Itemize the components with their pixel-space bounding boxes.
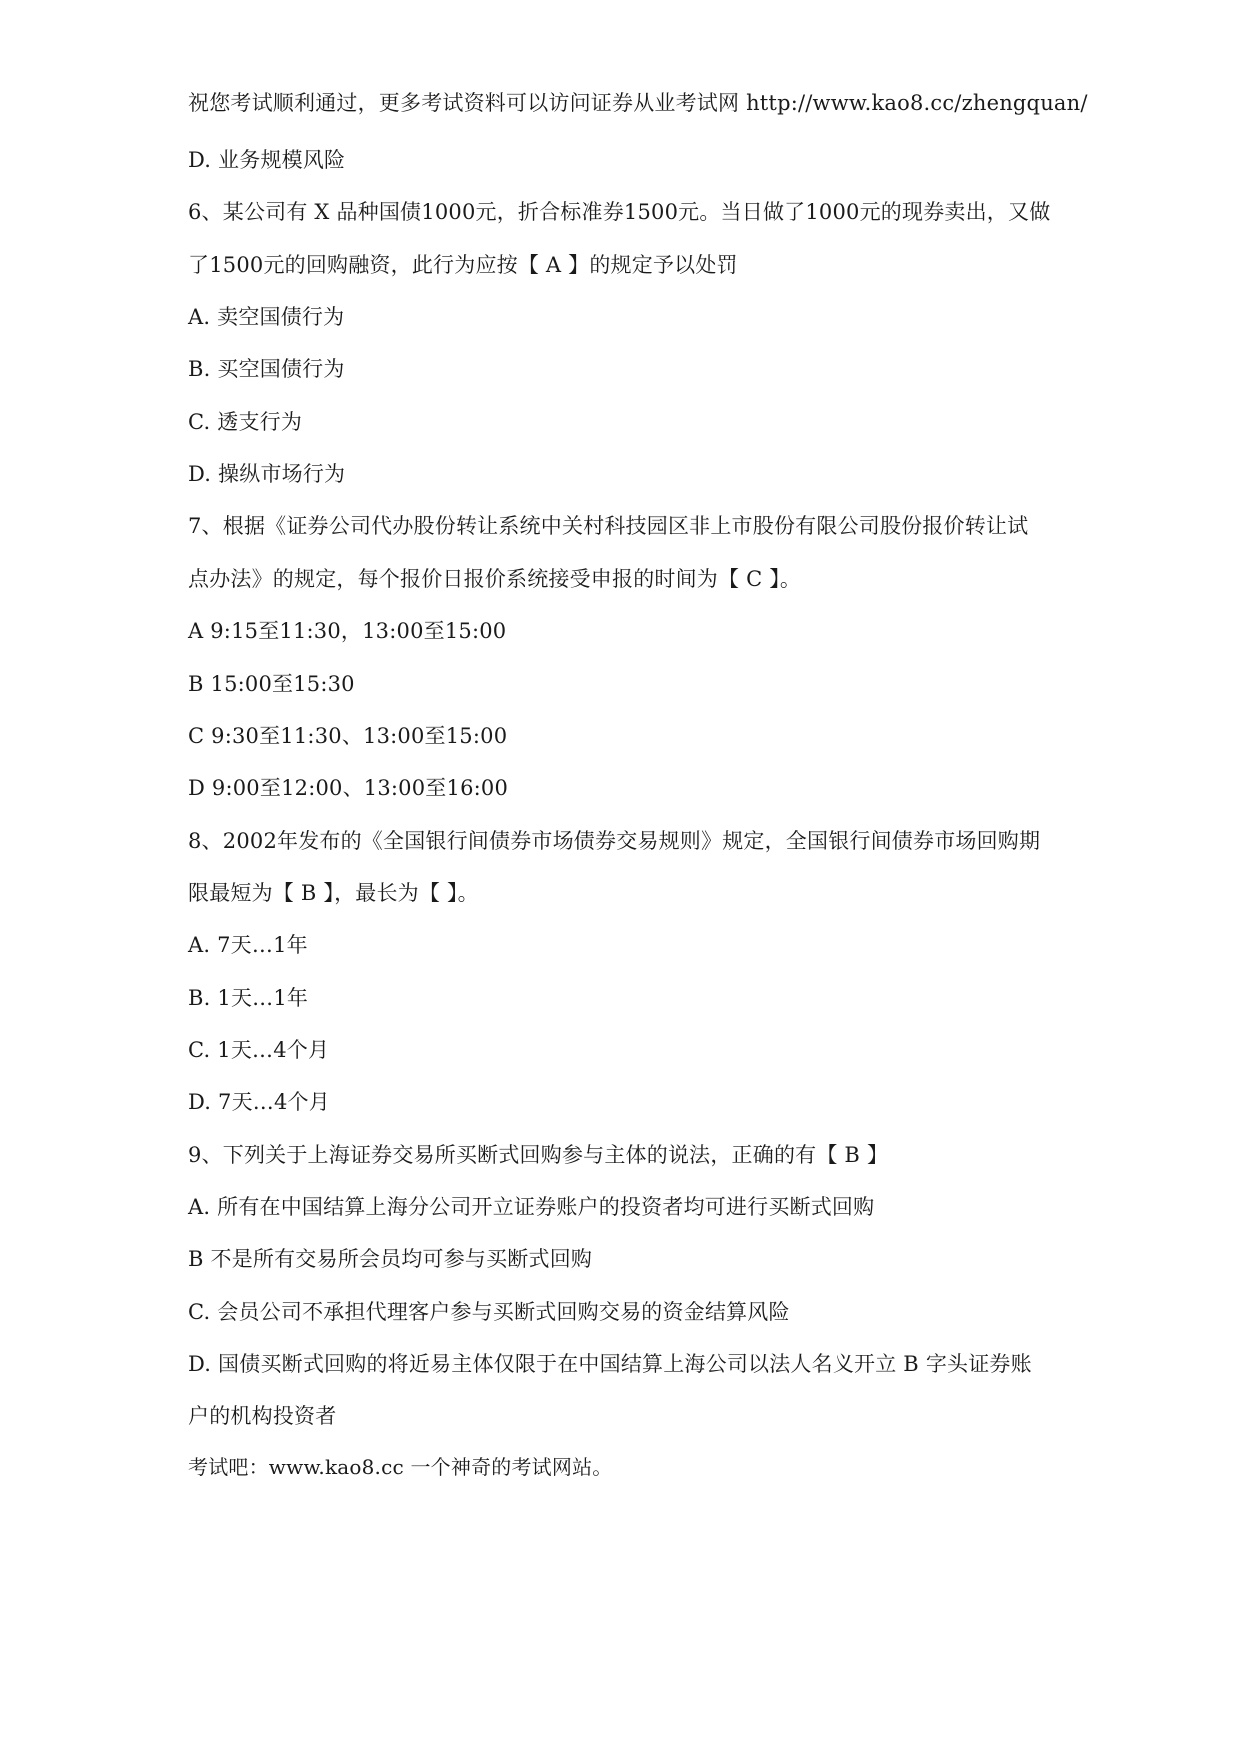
question-6-option-a: A. 卖空国债行为 (188, 305, 345, 329)
question-8-option-d: D. 7天…4个月 (188, 1090, 330, 1114)
option-d-business-scale-risk: D. 业务规模风险 (188, 148, 346, 172)
question-9-option-a: A. 所有在中国结算上海分公司开立证券账户的投资者均可进行买断式回购 (188, 1195, 875, 1219)
question-8-line-1: 8、2002年发布的《全国银行间债券市场债券交易规则》规定，全国银行间债券市场回购期 (188, 829, 1041, 853)
question-9-option-b: B 不是所有交易所会员均可参与买断式回购 (188, 1247, 593, 1271)
question-8-option-b: B. 1天…1年 (188, 986, 309, 1010)
question-6-option-d: D. 操纵市场行为 (188, 462, 346, 486)
question-7-option-b: B 15:00至15:30 (188, 672, 355, 696)
question-8-line-2: 限最短为【 B 】，最长为【 】。 (188, 881, 479, 905)
question-7-option-d: D 9:00至12:00、13:00至16:00 (188, 776, 509, 800)
question-7-line-2: 点办法》的规定，每个报价日报价系统接受申报的时间为【 C 】。 (188, 567, 802, 591)
page-header: 祝您考试顺利通过，更多考试资料可以访问证券从业考试网 http://www.kao8.cc/zhengquan/ (188, 91, 1088, 115)
question-6-line-2: 了1500元的回购融资，此行为应按【 A 】的规定予以处罚 (188, 253, 738, 277)
question-7-option-c: C 9:30至11:30、13:00至15:00 (188, 724, 508, 748)
question-9-option-d-line-2: 户的机构投资者 (188, 1404, 337, 1428)
question-9-line-1: 9、下列关于上海证券交易所买断式回购参与主体的说法，正确的有【 B 】 (188, 1143, 889, 1167)
question-9-option-d-line-1: D. 国债买断式回购的将近易主体仅限于在中国结算上海公司以法人名义开立 B 字头证券账 (188, 1352, 1032, 1376)
question-6-line-1: 6、某公司有 X 品种国债1000元，折合标准券1500元。当日做了1000元的现券卖出，又做 (188, 200, 1051, 224)
question-8-option-a: A. 7天…1年 (188, 933, 308, 957)
question-6-option-c: C. 透支行为 (188, 410, 303, 434)
question-7-option-a: A 9:15至11:30，13:00至15:00 (188, 619, 507, 643)
question-8-option-c: C. 1天…4个月 (188, 1038, 330, 1062)
question-7-line-1: 7、根据《证券公司代办股份转让系统中关村科技园区非上市股份有限公司股份报价转让试 (188, 514, 1029, 538)
question-9-option-c: C. 会员公司不承担代理客户参与买断式回购交易的资金结算风险 (188, 1300, 790, 1324)
question-6-option-b: B. 买空国债行为 (188, 357, 345, 381)
page-footer: 考试吧：www.kao8.cc 一个神奇的考试网站。 (188, 1455, 613, 1479)
